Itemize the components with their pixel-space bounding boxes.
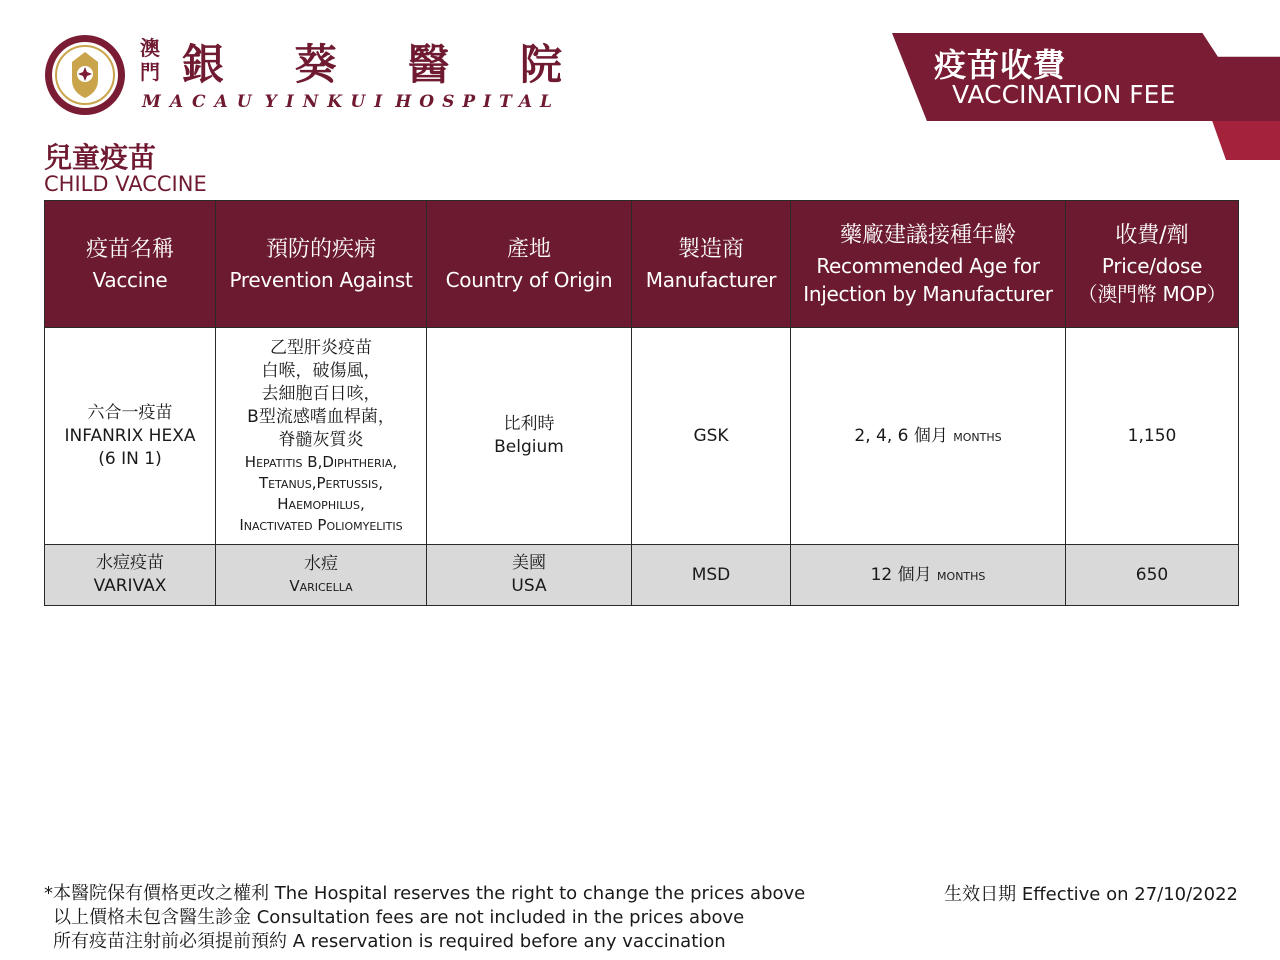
logo-name-en	[142, 92, 560, 112]
logo-char: 院	[519, 40, 562, 89]
effective-date: 生效日期 Effective on 27/10/2022	[944, 884, 1238, 905]
banner-title-cn: 疫苗收費	[934, 46, 1067, 84]
disease-cn: 白喉，破傷風，	[261, 360, 381, 381]
disease-en: Haemophilus,	[277, 494, 365, 513]
cell-manufacturer: MSD	[632, 545, 791, 606]
footer-note: 以上價格未包含醫生診金 Consultation fees are not included in the prices above	[53, 907, 745, 928]
header-en: Recommended Age for	[816, 254, 1040, 278]
header-en: Manufacturer	[645, 268, 777, 292]
header-vaccine	[45, 201, 216, 328]
age-unit: months	[953, 426, 1002, 445]
cell-recommended-age	[791, 328, 1066, 545]
origin-cn: 美國	[512, 553, 546, 573]
cell-recommended-age	[791, 545, 1066, 606]
header-manufacturer	[632, 201, 791, 328]
section-title-cn: 兒童疫苗	[44, 141, 157, 174]
disease-cn: 去細胞百日咳，	[261, 383, 381, 404]
origin-cn: 比利時	[503, 414, 555, 434]
cell-origin	[427, 328, 632, 545]
header-origin	[427, 201, 632, 328]
table-row	[45, 328, 1239, 545]
vaccine-name-cn: 六合一疫苗	[87, 402, 173, 423]
header-cn: 收費/劑	[1115, 223, 1189, 248]
logo-word: MACAU	[142, 92, 261, 112]
cell-prevention	[216, 328, 427, 545]
logo-word: YINKUI	[264, 92, 392, 112]
header-cn: 製造商	[677, 237, 744, 262]
header-en: Prevention Against	[229, 268, 413, 292]
header-cn: 產地	[506, 237, 551, 262]
disease-en: Hepatitis B,Diphtheria,	[244, 452, 398, 471]
footer-note: *本醫院保有價格更改之權利 The Hospital reserves the right to change the prices above	[44, 883, 806, 904]
header-cn: 預防的疾病	[265, 237, 376, 262]
header-en: Country of Origin	[445, 268, 613, 292]
hospital-seal-logo	[44, 34, 126, 116]
cell-vaccine	[45, 545, 216, 606]
vaccine-type: (6 IN 1)	[98, 448, 162, 469]
age-value: 12 個月	[870, 564, 932, 585]
header-prevention	[216, 201, 427, 328]
vaccine-name-en: VARIVAX	[93, 576, 167, 596]
header-en: Price/dose	[1101, 254, 1203, 278]
disease-cn: B型流感嗜血桿菌，	[247, 406, 395, 427]
disease-en: Inactivated Poliomyelitis	[239, 515, 403, 534]
cell-origin	[427, 545, 632, 606]
header-en: Vaccine	[92, 268, 168, 292]
disease-cn: 乙型肝炎疫苗	[270, 337, 372, 358]
logo-name-cn	[182, 32, 562, 92]
header-en: （澳門幣 MOP）	[1077, 282, 1227, 306]
disease-cn: 水痘	[304, 554, 338, 574]
cell-prevention	[216, 545, 427, 606]
logo-char: 葵	[294, 40, 337, 89]
vaccine-name-en: INFANRIX HEXA	[64, 425, 196, 446]
disease-en: Tetanus,Pertussis,	[258, 473, 384, 492]
table-header-row	[45, 201, 1239, 328]
logo-char: 醫	[407, 40, 450, 89]
disease-en: Varicella	[289, 577, 353, 595]
age-unit: months	[937, 565, 986, 584]
header-recommended-age	[791, 201, 1066, 328]
logo-char: 銀	[182, 40, 225, 89]
cell-price: 1,150	[1066, 328, 1239, 545]
footer-notes	[44, 882, 805, 954]
cell-manufacturer: GSK	[632, 328, 791, 545]
origin-en: USA	[511, 576, 547, 596]
cell-vaccine	[45, 328, 216, 545]
header-en: Injection by Manufacturer	[803, 282, 1053, 306]
age-value: 2, 4, 6 個月	[854, 425, 948, 446]
section-title-en: CHILD VACCINE	[44, 172, 207, 196]
logo-word: HOSPITAL	[395, 92, 560, 112]
header-price	[1066, 201, 1239, 328]
logo-macau-cn: 澳門	[140, 36, 160, 84]
header-cn: 疫苗名稱	[85, 237, 174, 262]
origin-en: Belgium	[494, 437, 564, 457]
table-row	[45, 545, 1239, 606]
cell-price: 650	[1066, 545, 1239, 606]
vaccine-fee-table	[44, 200, 1239, 606]
banner-title-en: VACCINATION FEE	[952, 80, 1176, 109]
header-cn: 藥廠建議接種年齡	[839, 223, 1016, 248]
disease-cn: 脊髓灰質炎	[278, 429, 364, 450]
vaccine-name-cn: 水痘疫苗	[96, 553, 164, 573]
footer-note: 所有疫苗注射前必須提前預約 A reservation is required before any vaccination	[53, 931, 726, 952]
